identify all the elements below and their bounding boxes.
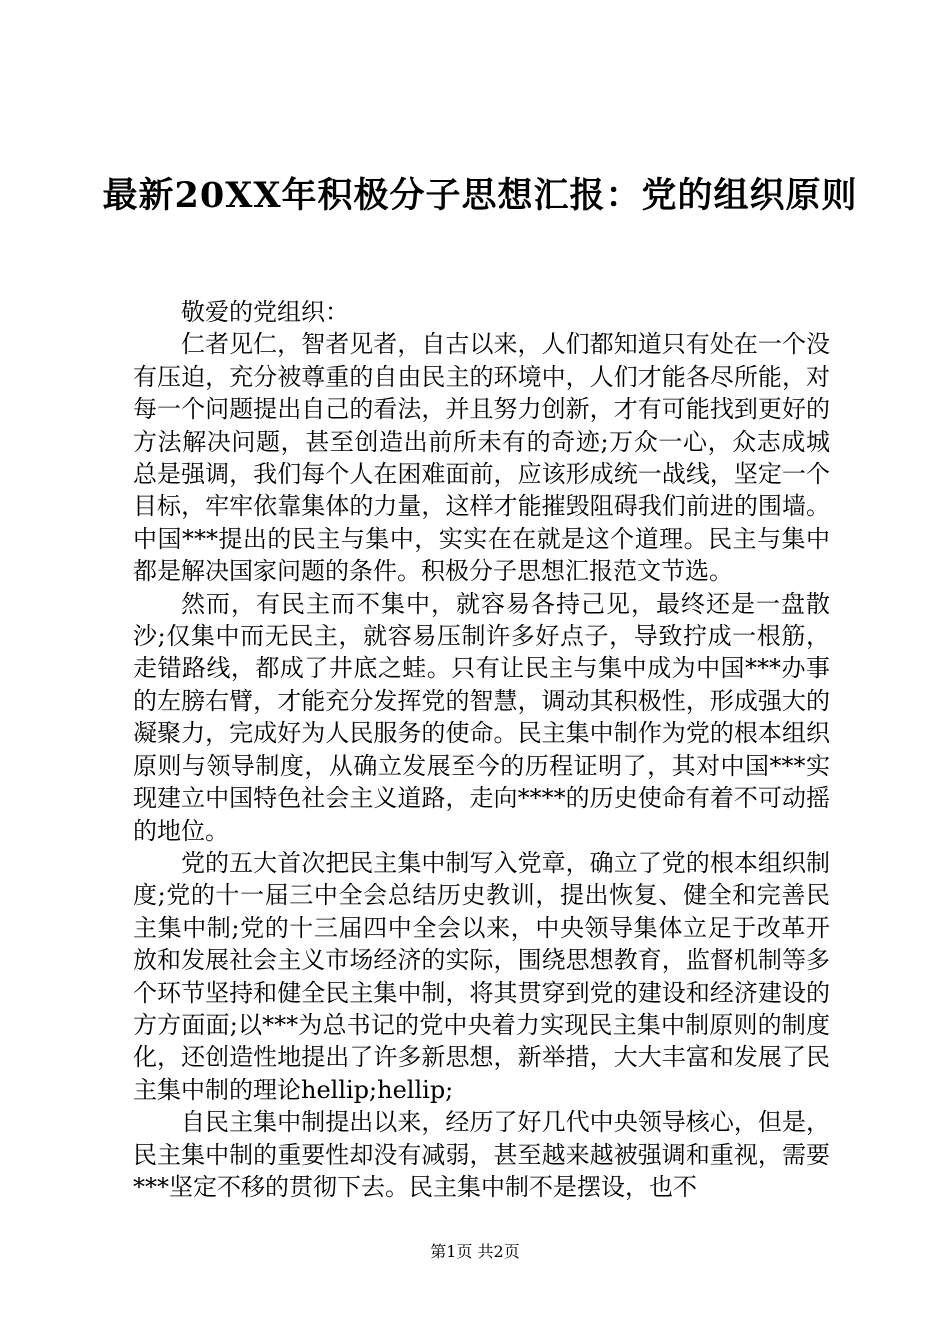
paragraph: 然而，有民主而不集中，就容易各持己见，最终还是一盘散沙;仅集中而无民主，就容易压制许多好点子，导致拧成一根筋，走错路线，都成了井底之蛙。只有让民主与集中成为中国***办事的左膀右臂，才能充分发挥党的智慧，调动其积极性，形成强大的凝聚力，完成好为人民服务的使命。民主集中制作为党的根本组织原则与领导制度，从确立发展至今的历程证明了，其对中国***实现建立中国特色社会主义道路，走向****的历史使命有着不可动摇的地位。 <box>133 589 830 845</box>
salutation: 敬爱的党组织： <box>181 298 349 326</box>
document-title: 最新20XX年积极分子思想汇报：党的组织原则 <box>102 175 858 216</box>
paragraph: 仁者见仁，智者见者，自古以来，人们都知道只有处在一个没有压迫，充分被尊重的自由民主的环境中，人们才能各尽所能，对每一个问题提出自己的看法，并且努力创新，才有可能找到更好的方法解决问题，甚至创造出前所未有的奇迹;万众一心，众志成城总是强调，我们每个人在困难面前，应该形成统一战线，坚定一个目标，牢牢依靠集体的力量，这样才能摧毁阻碍我们前进的围墙。中国***提出的民主与集中，实实在在就是这个道理。民主与集中都是解决国家问题的条件。积极分子思想汇报范文节选。 <box>133 330 830 586</box>
paragraph: 自民主集中制提出以来，经历了好几代中央领导核心，但是，民主集中制的重要性却没有减弱，甚至越来越被强调和重视，需要***坚定不移的贯彻下去。民主集中制不是摆设，也不 <box>133 1108 830 1201</box>
paragraph: 党的五大首次把民主集中制写入党章，确立了党的根本组织制度;党的十一届三中全会总结历史教训，提出恢复、健全和完善民主集中制;党的十三届四中全会以来，中央领导集体立足于改革开放和发展社会主义市场经济的实际，围绕思想教育，监督机制等多个环节坚持和健全民主集中制，将其贯穿到党的建设和经济建设的方方面面;以***为总书记的党中央着力实现民主集中制原则的制度化，还创造性地提出了许多新思想，新举措，大大丰富和发展了民主集中制的理论hellip;hellip; <box>133 848 830 1104</box>
document-body <box>133 296 830 1203</box>
page-number: 第1页 共2页 <box>430 1242 520 1261</box>
page-footer <box>0 1242 950 1262</box>
